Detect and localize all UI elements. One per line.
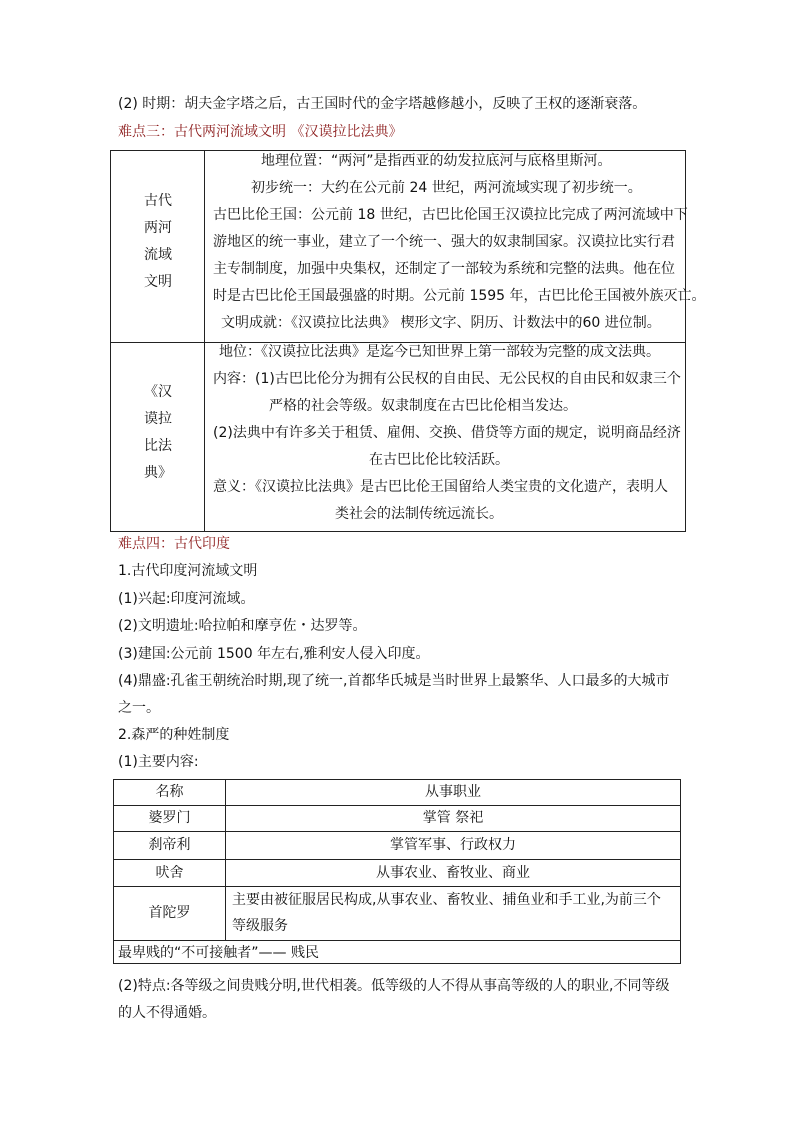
caste-name: 刹帝利: [148, 837, 191, 853]
content-line: (2)法典中有许多关于租赁、雇佣、交换、借贷等方面的规定，说明商品经济: [213, 425, 681, 441]
content-line: 时是古巴比伦王国最强盛的时期。公元前 1595 年，古巴比伦王国被外族灭亡。: [213, 288, 706, 304]
table-row: [111, 151, 706, 343]
row-label-line: 典》: [144, 465, 172, 481]
content-line: 严格的社会等级。奴隶制度在古巴比伦相当发达。: [269, 398, 577, 414]
section-item: (1)兴起:印度河流域。: [118, 591, 255, 607]
row-content-cell: [205, 151, 706, 342]
caste-job: 从事农业、畜牧业、商业: [376, 865, 530, 881]
row-label-line: 两河: [144, 220, 172, 236]
content-line: 在古巴比伦比较活跃。: [369, 452, 509, 468]
section-item: 之一。: [118, 700, 160, 716]
row-label-line: 《汉: [144, 384, 172, 400]
section-item: 2.森严的种姓制度: [118, 727, 230, 743]
heading-difficulty-4: 难点四：古代印度: [118, 536, 230, 552]
column-divider: [225, 780, 226, 940]
content-line: 古巴比伦王国：公元前 18 世纪，古巴比伦国王汉谟拉比完成了两河流域中下: [213, 207, 688, 223]
section-item: (3)建国:公元前 1500 年左右,雅利安人侵入印度。: [118, 646, 430, 662]
mesopotamia-table: [110, 150, 706, 532]
content-line: 文明成就：《汉谟拉比法典》 楔形文字、阴历、计数法中的60 进位制。: [221, 315, 661, 331]
row-divider: [114, 831, 680, 832]
caste-job: 主要由被征服居民构成,从事农业、畜牧业、捕鱼业和手工业,为前三个等级服务: [232, 892, 661, 934]
table-header-job: 从事职业: [425, 784, 481, 800]
row-label-cell: [111, 342, 205, 532]
section-item: (4)鼎盛:孔雀王朝统治时期,现了统一,首都华氏城是当时世界上最繁华、人口最多的大城市: [118, 673, 670, 689]
caste-table: [113, 779, 681, 964]
section-item: (1)主要内容:: [118, 754, 199, 770]
closing-line: 的人不得通婚。: [118, 1005, 216, 1021]
caste-name: 吠舍: [155, 865, 184, 881]
content-line: 初步统一：大约在公元前 24 世纪，两河流域实现了初步统一。: [251, 180, 642, 196]
caste-name: 婆罗门: [148, 810, 191, 826]
heading-difficulty-3: 难点三：古代两河流域文明 《汉谟拉比法典》: [118, 124, 403, 140]
row-divider: [114, 859, 680, 860]
intro-period-line: (2) 时期：胡夫金字塔之后，古王国时代的金字塔越修越小，反映了王权的逐渐衰落。: [118, 96, 647, 112]
section-item: 1.古代印度河流域文明: [118, 563, 258, 579]
content-line: 意义：《汉谟拉比法典》是古巴比伦王国留给人类宝贵的文化遗产，表明人: [213, 479, 668, 495]
closing-line: (2)特点:各等级之间贵贱分明,世代相袭。低等级的人不得从事高等级的人的职业,不同等级: [118, 978, 670, 994]
row-divider: [114, 940, 680, 941]
table-row: [111, 342, 685, 532]
caste-job: 掌管军事、行政权力: [390, 837, 516, 853]
caste-name: 首陀罗: [148, 905, 191, 921]
row-label-line: 谟拉: [144, 411, 172, 427]
content-line: 类社会的法制传统远流长。: [335, 506, 503, 522]
content-line: 地位：《汉谟拉比法典》是迄今已知世界上第一部较为完整的成文法典。: [219, 344, 660, 360]
content-line: 地理位置：“两河”是指西亚的幼发拉底河与底格里斯河。: [261, 153, 612, 169]
row-label-line: 比法: [144, 438, 172, 454]
row-label-line: 文明: [144, 274, 172, 290]
content-line: 游地区的统一事业，建立了一个统一、强大的奴隶制国家。汉谟拉比实行君: [213, 234, 675, 250]
content-line: 内容：(1)古巴比伦分为拥有公民权的自由民、无公民权的自由民和奴隶三个: [213, 371, 681, 387]
caste-job: 掌管 祭祀: [422, 810, 484, 826]
row-label-line: 古代: [144, 193, 172, 209]
table-footer: 最卑贱的“不可接触者”—— 贱民: [118, 945, 319, 961]
content-line: 主专制制度，加强中央集权，还制定了一部较为系统和完整的法典。他在位: [213, 261, 675, 277]
row-label-cell: [111, 151, 205, 342]
row-content-cell: [205, 342, 685, 532]
section-item: (2)文明遗址:哈拉帕和摩亨佐・达罗等。: [118, 618, 367, 634]
row-divider: [114, 805, 680, 806]
row-label-line: 流域: [144, 247, 172, 263]
table-header-name: 名称: [155, 784, 184, 800]
